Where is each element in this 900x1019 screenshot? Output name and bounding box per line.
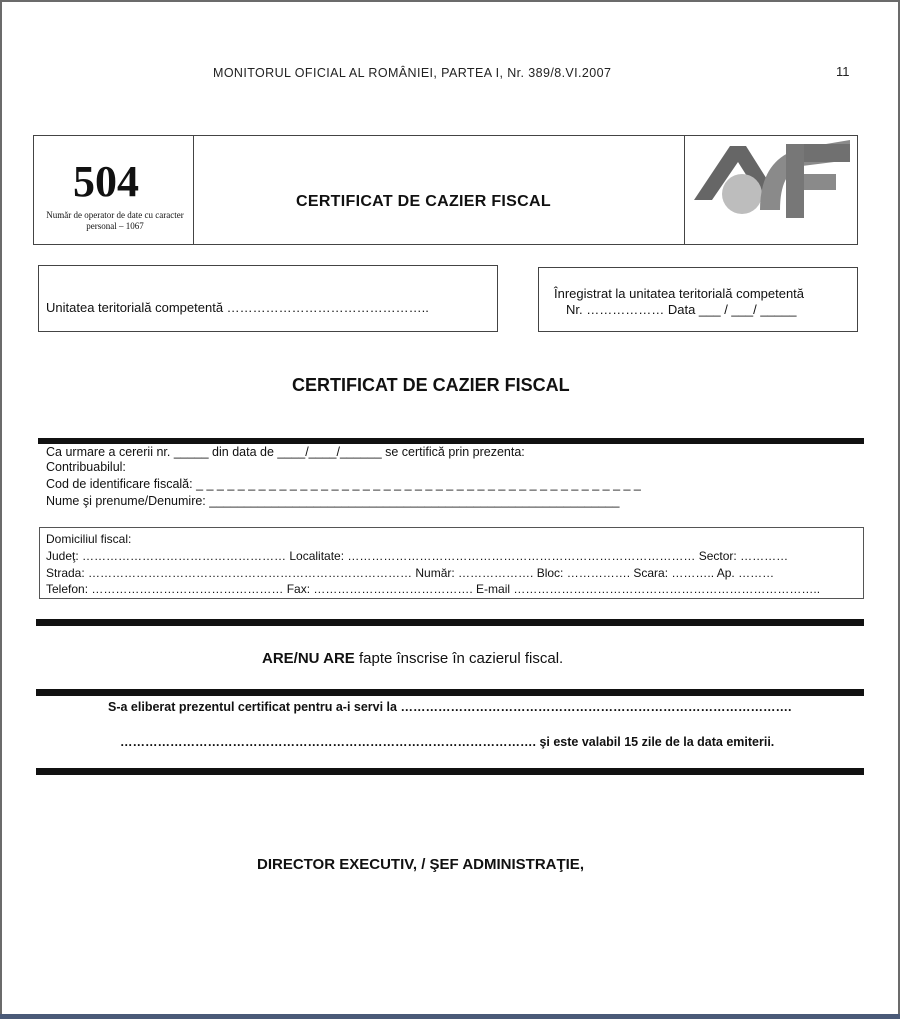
divider-bar (36, 619, 864, 626)
territorial-unit-box (38, 265, 498, 332)
anaf-logo-icon (690, 138, 854, 222)
operator-note: Număr de operator de date cu caracter personal – 1067 (46, 210, 184, 231)
validity-text: ………………………………………………………………………………………. şi este valabil 15 zile de la data emiterii. (120, 735, 775, 749)
window-bottom-edge (0, 1014, 900, 1019)
publication-header: MONITORUL OFICIAL AL ROMÂNIEI, PARTEA I, Nr. 389/8.VI.2007 (213, 66, 612, 80)
registration-number-date-field[interactable]: Nr. ……………… Data ___ / ___/ _____ (566, 302, 797, 317)
fiscal-domicile-label: Domiciliul fiscal: (46, 532, 132, 546)
fiscal-record-status (262, 650, 563, 667)
street-address-field[interactable]: Strada: ……………………………………………………………………… Număr: ………………. Bloc: ……………. Scara: ……….. Ap. ……… (46, 566, 775, 580)
fiscal-code-field[interactable]: Cod de identificare fiscală: _ _ _ _ _ _ _ _ _ _ _ _ _ _ _ _ _ _ _ _ _ _ _ _ _ _ _ _ _ _ _ _ _ _ _ _ _ _ _ _ _ _ _ (46, 477, 641, 491)
page-number: 11 (836, 64, 850, 79)
status-options: ARE/NU ARE (262, 650, 355, 667)
county-locality-sector-field[interactable]: Judeţ: …………………………………………… Localitate: …………………………………………………………………………… Sector: ………… (46, 549, 789, 563)
form-title: CERTIFICAT DE CAZIER FISCAL (296, 193, 551, 210)
name-field[interactable]: Nume şi prenume/Denumire: ___________________________________________________________ (46, 494, 620, 508)
form-title-box (193, 135, 685, 245)
registration-label: Înregistrat la unitatea teritorială competentă (554, 286, 805, 301)
main-title: CERTIFICAT DE CAZIER FISCAL (292, 375, 570, 395)
form-number: 504 (73, 157, 139, 206)
signature-title: DIRECTOR EXECUTIV, / ŞEF ADMINISTRAŢIE, (257, 856, 584, 873)
issued-purpose-field[interactable]: S-a eliberat prezentul certificat pentru a-i servi la …………………………………………………………………………………. (108, 700, 792, 714)
request-line[interactable]: Ca urmare a cererii nr. _____ din data de ____/____/______ se certifică prin prezenta: (46, 445, 525, 459)
territorial-unit-field[interactable]: Unitatea teritorială competentă ……………………………………….. (46, 300, 429, 315)
divider-bar (36, 768, 864, 775)
divider-bar (38, 438, 864, 444)
phone-fax-email-field[interactable]: Telefon: ………………………………………… Fax: …………………………………. E-mail ………………………………………………………………….. (46, 582, 821, 596)
divider-bar (36, 689, 864, 696)
status-text: fapte înscrise în cazierul fiscal. (358, 650, 564, 667)
taxpayer-label: Contribuabilul: (46, 460, 126, 474)
